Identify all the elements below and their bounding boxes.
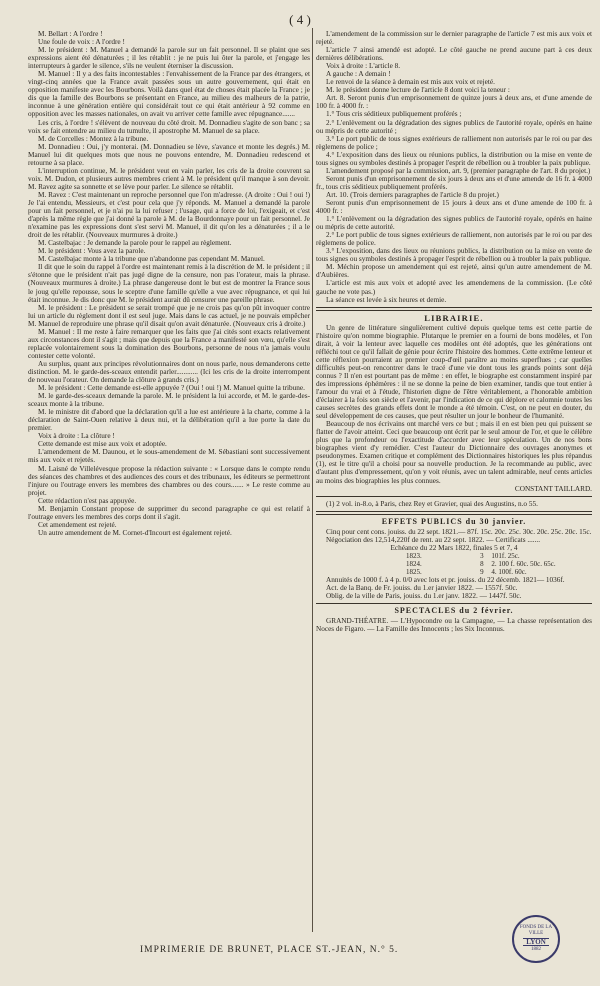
page-number: ( 4 )	[289, 12, 311, 27]
paragraph: Oblig. de la ville de Paris, jouiss. du 1.er janv. 1822. — 1447f. 50c.	[326, 591, 522, 600]
effets-more	[316, 576, 592, 600]
librairie-footnote: (1) 2 vol. in-8.o, à Paris, chez Rey et Gravier, quai des Augustins, n.o 55.	[326, 499, 538, 508]
rentes-table	[316, 552, 592, 576]
paragraph: M. Manuel : Il y a des faits incontestables : l'envahissement de la France par des étrangers, et vingt-cinq années que la France avait passées sous un autre gouvernement, qui était en opposition manifeste avec les Bourbons. Voilà dans quel état de choses était placée la France ; je dis que la famille des Bourbons se présentant en France, au milieu des malheurs de la patrie, inconnue à une génération entière qui considérait tout ce qui était antérieur à 92 comme en opposition avec les masses nationales, on avait vu arriver cette famille avec répugnance.......	[28, 70, 310, 119]
paragraph: Un autre amendement de M. Cornet-d'Incourt est également rejeté.	[38, 528, 232, 537]
paragraph: M. le ministre dit d'abord que la déclaration qu'il a lue est antérieure à la charte, comme à la déclaration de Saint-Ouen relative à deux nui, et la délibération qu'il a lue porte la date du premier.	[28, 408, 310, 433]
paragraph: 3.° L'exposition, dans des lieux ou réunions publics, la distribution ou la mise en vente de tous signes ou symboles destinés à propager l'esprit de rébellion ou à troubler la paix publique.	[316, 247, 592, 264]
paragraph: M. le président donne lecture de l'article 8 dont voici la teneur :	[326, 86, 510, 95]
paragraph: L'amendement proposé par la commission, art. 9, (premier paragraphe de l'art. 8 du projet.)	[326, 166, 591, 175]
paragraph: 3.° Le port public de tous signes extérieurs de ralliement non autorisés par le roi ou par des règlemens de police ;	[316, 134, 592, 151]
paragraph: L'article 7 ainsi amendé est adopté. Le côté gauche ne prend aucune part à ces deux dernières délibérations.	[316, 46, 592, 63]
paragraph: A gauche : A demain !	[326, 70, 391, 79]
session-report-continued	[316, 30, 592, 304]
paragraph: Une foule de voix : A l'ordre !	[38, 38, 125, 47]
table-cell-val: 4. 100f. 60c.	[491, 567, 527, 576]
paragraph: M. Castelbajac monte à la tribune que n'abandonne pas cependant M. Manuel.	[38, 255, 265, 264]
paragraph: M. Donnadieu : Oui, j'y monterai. (M. Donnadieu se lève, s'avance et monte les degrés.) M. Manuel lui dit quelques mots que nous ne pouvons entendre, M. Donnadieu redescend et retourne à sa place.	[28, 142, 310, 167]
table-cell-num: 9	[480, 567, 484, 576]
paragraph: La séance est levée à six heures et demie.	[326, 295, 447, 304]
table-cell-num: 3	[480, 551, 484, 560]
paragraph: M. le président : Le président se serait trompé que je ne crois pas qu'on pût invoquer contre lui un article du règlement dont il est seul juge. Mais dans le cas actuel, je ne pouvais empêcher M. Manuel de reproduire une phrase qu'il disait qu'on avait dénaturée. (Nouveaux cris à droite.)	[28, 303, 310, 328]
paragraph: Art. 10. (Trois derniers paragraphes de l'article 8 du projet.)	[326, 190, 499, 199]
echeance-label: Echéance du 22 Mars 1822, finales 5 et 7, 4	[390, 543, 518, 552]
paragraph: L'amendement de M. Daunou, et le sous-amendement de M. Sébastiani sont successivement mis aux voix et rejetés.	[28, 448, 310, 465]
right-column	[316, 30, 592, 633]
paragraph: Les cris, à l'ordre ! s'élèvent de nouveau du côté droit. M. Donnadieu s'agite de son banc ; sa voix se fait entendre au milieu du tumulte, il apostrophe M. Manuel de sa place.	[28, 118, 310, 135]
paragraph: M. le président : Vous avez la parole.	[38, 247, 146, 256]
spectacles-text: GRAND-THÉATRE. — L'Hypocondre ou la Campagne, — La chasse représentation des Noces de Figaro. — La Famille des Innocents ; les Six Inconnus.	[316, 617, 592, 634]
section-rule	[316, 603, 592, 604]
spectacles-heading: SPECTACLES du 2 février.	[394, 606, 514, 615]
table-cell-val: 101f. 25c.	[491, 551, 520, 560]
column-divider	[312, 28, 313, 932]
section-rule	[316, 307, 592, 311]
table-cell-year: 1824.	[406, 559, 422, 568]
paragraph: M. le président : M. Manuel a demandé la parole sur un fait personnel. Il se plaint que ses expressions aient été dénaturées ; il les rétablit : je ne puis lui ôter la parole, et j'engage les interrupteurs à garder le silence, s'ils ne veulent éterniser la discussion.	[28, 46, 310, 71]
paragraph: M. Ravez : C'est maintenant un reproche personnel que l'on m'adresse. (A droite : Oui ! oui !) Je l'ai entendu, Messieurs, et c'est pour cela que j'y réponds. M. Manuel a demandé la parole pour un fait personnel, et je n'ai pu la lui refuser ; l'usage, qui a force de loi, l'exigeait, et c'est d'après la même règle que j'ai donné la parole à M. de la Bourdonnaye pour un fait personnel. Je n'examine pas les expressions dont s'est servi M. Manuel, il dit qu'on les a dénaturées ; il a le droit de les rétablir. (Nouveaux murmures à droite.)	[28, 190, 310, 240]
paragraph: Voix à droite : L'article 8.	[326, 62, 401, 71]
paragraph: Seront punis d'un emprisonnement de 15 jours à deux ans et d'une amende de 100 fr. à 4000 fr. :	[316, 198, 592, 216]
paragraph: Un genre de littérature singulièrement cultivé depuis quelque tems est cette partie de l'histoire qu'on nomme biographie. Plutarque le premier en a fourni de bons modèles, et l'on dirait, à voir la lenteur avec laquelle ces modèles ont été adoptés, que les générations ont réfléchi tout ce qu'il fallait de génie pour écrire l'histoire des hommes. Cette extrême lenteur et cette réflexion pourraient au premier coup-d'œil paraître au moins superflues ; car quelles difficultés peut-on rencontrer dans le tracé d'une vie dont tous les grands points sont déjà connus ? Il n'en est pourtant pas de même : en effet, le biographe est constamment inspiré par des impressions éphémères : il ne se donne la peine de bien examiner, tandis que tout entier à l'amour du vrai et à l'étude, l'historien digne de l'être véritablement, a l'honorable ambition d'éclairer à la fois son siècle et l'avenir, par l'indication de ce qui déplore et calomnie toutes les causes secrètes des grands effets dont le monde a été témoin. C'est, on ne peut en douter, du seul développement de ces causes, que peut résulter un jour le bonheur de l'humanité.	[316, 323, 592, 421]
paragraph: M. le président : Cette demande est-elle appuyée ? (Oui ! oui !) M. Manuel quitte la tribune.	[38, 384, 305, 393]
paragraph: M. Manuel : Il me reste à faire remarquer que les faits que j'ai cités sont exacts relativement aux circonstances dont il s'agit ; mais que depuis que la France a manifesté son vœu, qu'elle s'est replacée volontairement sous la domination des Bourbons, personne de nous n'a jamais voulu contester cette volonté.	[28, 327, 310, 360]
table-row	[316, 552, 592, 560]
paragraph: Cette demande est mise aux voix et adoptée.	[38, 440, 167, 449]
section-rule	[316, 496, 592, 497]
stamp-middle: LYON	[523, 938, 549, 946]
paragraph: L'interruption continue, M. le président veut en vain parler, les cris de la droite couvrent sa voix. M. Dudon, et plusieurs autres membres crient à M. le président qu'il manque à son devoir. M. Ravez agite sa sonnette et se lève pour parler. Le silence se rétablit.	[28, 166, 310, 191]
paragraph: Annuités de 1000 f. à 4 p. 0/0 avec lots et pr. jouiss. du 22 décemb. 1821— 1036f.	[326, 575, 565, 584]
table-cell-val: 2. 100 f. 60c. 50c. 65c.	[491, 559, 556, 568]
paragraph: Le renvoi de la séance à demain est mis aux voix et rejeté.	[326, 78, 495, 87]
left-column	[28, 30, 310, 537]
paragraph: Négociation des 12,514,220f de rent. au 22 sept. 1822. — Certificats .......	[326, 535, 541, 544]
stamp-bottom: 1882	[531, 947, 541, 952]
paragraph: Beaucoup de nos écrivains ont marché vers ce but ; mais il en est bien peu qui puissent se flatter de l'avoir atteint. Ceci que beaucoup ont écrit par le seul amour de l'or, et que le célèbre plus que la profondeur ou l'exactitude d'accorder avec leur spéculation. Un de nos bons biographes vient d'y remédier. C'est l'auteur du Dictionnaire des ouvrages anonymes et pseudonymes. Examen critique et complément des Dictionnaires historiques les plus répandus (1), est le titre qu'il a choisi pour sa nouvelle production. Je la recommande au public, avec d'autant plus d'empressement, qu'on y voit réunis, avec un talent admirable, neuf cents articles au moins des biographies les plus connues.	[316, 420, 592, 485]
paragraph: Cinq pour cent cons. jouiss. du 22 sept. 1821.— 87f. 15c. 20c. 25c. 30c. 20c. 25c. 20c. 15c.	[326, 527, 592, 536]
table-row	[316, 560, 592, 568]
paragraph: 4.° L'exposition dans des lieux ou réunions publics, la distribution ou la mise en vente de tous signes ou symboles destinés à propager l'esprit de rébellion ou à troubler la paix publique.	[316, 150, 592, 167]
section-rule	[316, 511, 592, 515]
paragraph: M. Laisné de Villelévesque propose la rédaction suivante : « Lorsque dans le compte rendu des séances des chambres et des audiences des cours et des tribunaux, les éditeurs se permettront l'injure ou l'outrage envers les membres des chambres ou des cours....... » Le reste comme au projet.	[28, 464, 310, 497]
paragraph: M. de Corcelles : Montez à la tribune.	[38, 134, 149, 143]
paragraph: 1.° Tous cris séditieux publiquement proférés ;	[326, 110, 462, 119]
table-cell-year: 1823.	[406, 551, 422, 560]
paragraph: Voix à droite : La clôture !	[38, 432, 115, 441]
table-row	[316, 568, 592, 576]
paragraph: Cet amendement est rejeté.	[38, 520, 117, 529]
paragraph: M. Benjamin Constant propose de supprimer du second paragraphe ce qui est relatif à l'outrage envers les membres des corps dont il s'agit.	[28, 504, 310, 521]
paragraph: Act. de la Banq. de Fr. jouiss. du 1.er janvier 1822. — 1557f. 50c.	[326, 583, 518, 592]
paragraph: M. Castelbajac : Je demande la parole pour le rappel au règlement.	[38, 239, 232, 248]
paragraph: Cette rédaction n'est pas appuyée.	[38, 496, 137, 505]
paragraph: 2.° Le port public de tous signes extérieurs de ralliement, non autorisés par le roi ou par des règlemens de police.	[316, 231, 592, 248]
paragraph: M. Bellart : A l'ordre !	[38, 30, 103, 38]
librairie-heading: LIBRAIRIE.	[424, 312, 484, 323]
paragraph: M. le garde-des-sceaux demande la parole. M. le président la lui accorde, et M. le garde-des-sceaux monte à la tribune.	[28, 392, 310, 409]
paragraph: Seront punis d'un emprisonnement de six jours à deux ans et d'une amende de 16 fr. à 4000 fr., tous cris séditieux publiquement proférés.	[316, 174, 592, 191]
paragraph: Art. 8. Seront punis d'un emprisonnement de quinze jours à deux ans, et d'une amende de 100 fr. à 4000 fr. :	[316, 94, 592, 111]
effets-heading: EFFETS PUBLICS du 30 janvier.	[381, 516, 527, 526]
library-stamp	[512, 915, 560, 963]
article-signature: CONSTANT TAILLARD.	[514, 484, 592, 493]
paragraph: L'article est mis aux voix et adopté avec les amendemens de la commission. (Le côté gauche ne vote pas.)	[316, 279, 592, 296]
paragraph: 2.° L'enlèvement ou la dégradation des signes publics de l'autorité royale, opérés en haine ou mépris de cette autorité ;	[316, 118, 592, 135]
paragraph: 1.° L'enlèvement ou la dégradation des signes publics de l'autorité royale, opérés en haine ou mépris de cette autorité.	[316, 215, 592, 232]
stamp-top: FONDS DE LA VILLE	[519, 925, 553, 936]
paragraph: M. Méchin propose un amendement qui est rejeté, ainsi qu'un autre amendement de M. d'Aubières.	[316, 263, 592, 280]
table-cell-num: 8	[480, 559, 484, 568]
librairie-article	[316, 324, 592, 485]
paragraph: Il dit que le soin du rappel à l'ordre est maintenant remis à la discrétion de M. le président ; il s'étonne que le président n'ait pas jugé digne de la censure, non pas l'orateur, mais la phrase. (Nouveaux murmures à droite.) La phrase dangereuse dont le but est de montrer la France sous le joug qu'elle repousse, sous le sceptre d'une famille qu'elle a vue avec répugnance, et qui lui était inconnue. Je dis donc que M. le président aurait dû censurer une pareille phrase.	[28, 263, 310, 304]
table-cell-year: 1825.	[406, 567, 422, 576]
paragraph: L'amendement de la commission sur le dernier paragraphe de l'article 7 est mis aux voix et rejeté.	[316, 30, 592, 47]
effets-publics	[316, 528, 592, 544]
printer-imprint: IMPRIMERIE DE BRUNET, PLACE ST.-JEAN, N.° 5.	[140, 945, 399, 955]
paragraph: Au surplus, quant aux principes révolutionnaires dont on nous parle, nous demanderons cette distinction. M. le garde-des-sceaux entendit parler............ (Ici les cris de la droite interrompent de nouveau l'orateur. On demande la clôture à grands cris.)	[28, 359, 310, 385]
